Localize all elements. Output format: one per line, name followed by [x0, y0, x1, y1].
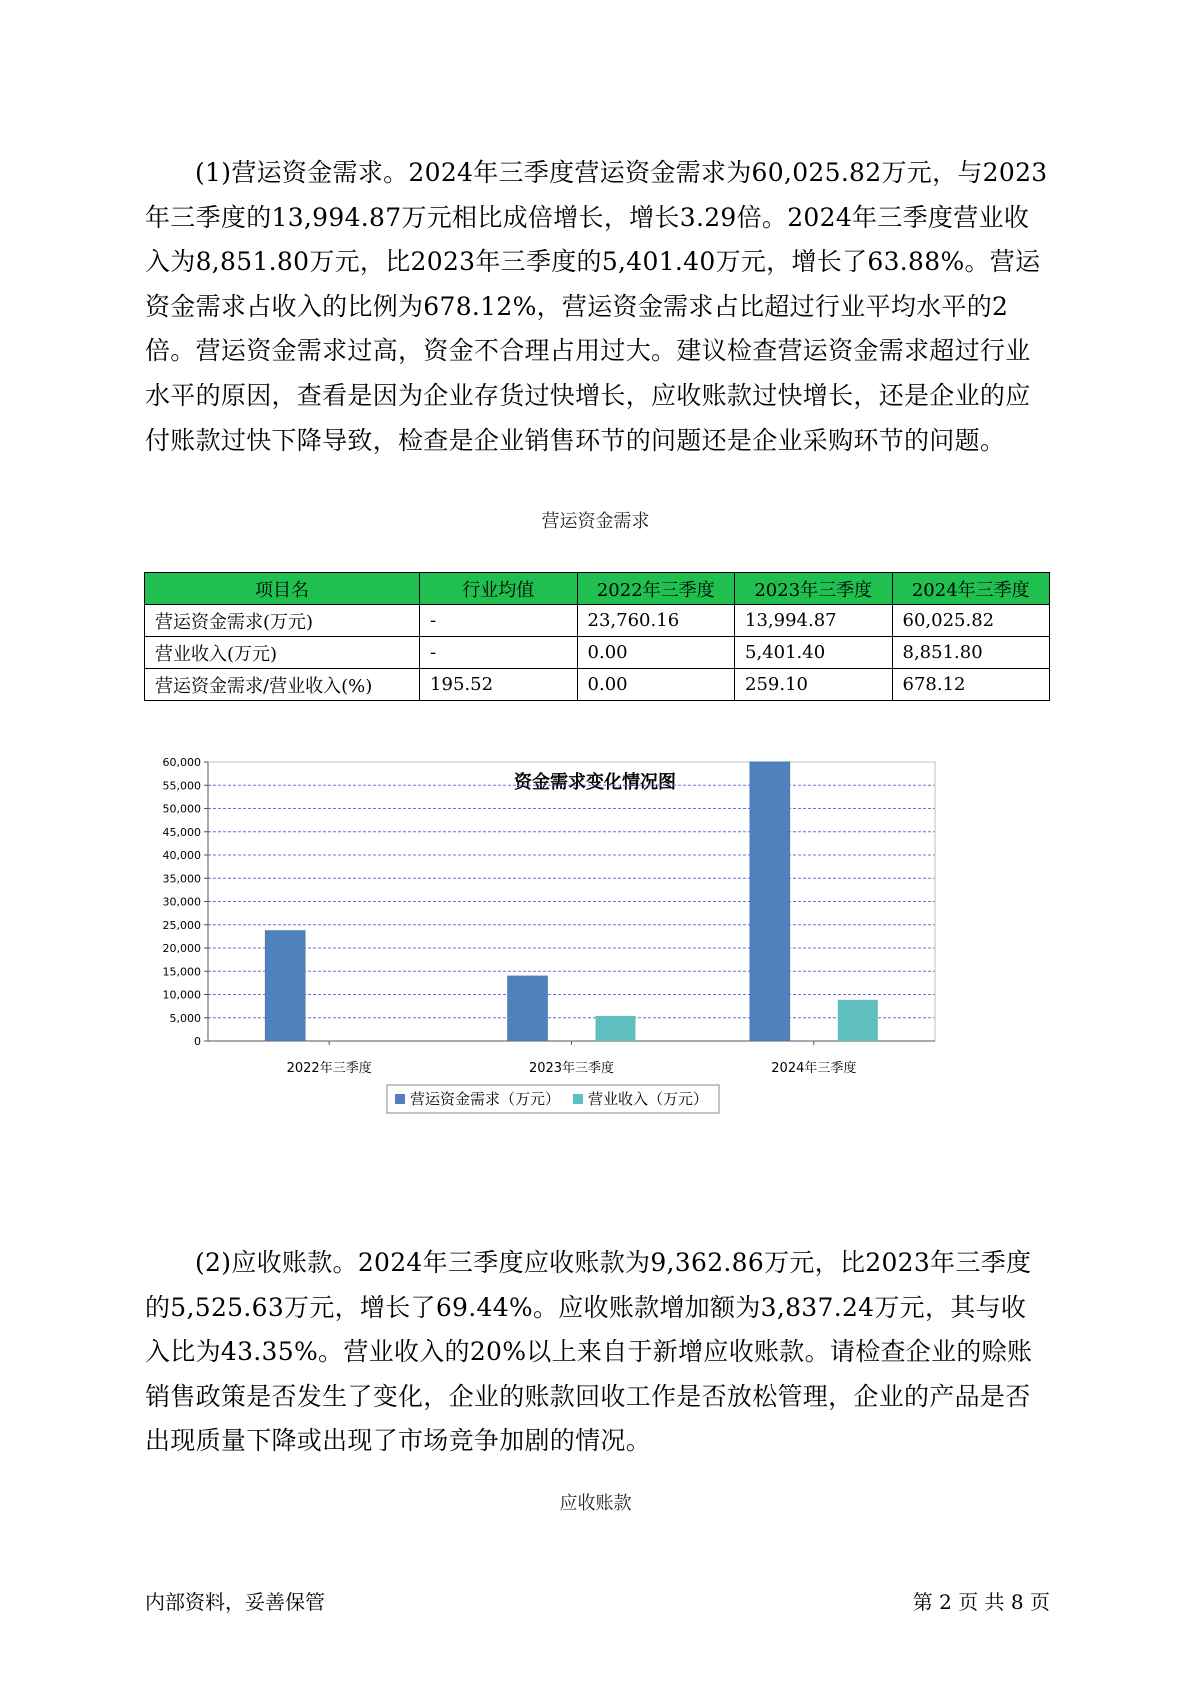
legend-swatch [395, 1094, 405, 1104]
x-category-label: 2024年三季度 [771, 1061, 857, 1076]
y-tick-label: 25,000 [162, 918, 201, 932]
table-cell: 23,760.16 [577, 605, 734, 637]
y-tick-label: 5,000 [169, 1011, 201, 1025]
table-cell: - [420, 637, 577, 669]
paragraph-receivables: (2)应收账款。2024年三季度应收账款为9,362.86万元，比2023年三季度的5,525.63万元，增长了69.44%。应收账款增加额为3,837.24万元，其与收入比为43.35%。营业收入的20%以上来自于新增应收账款。请检查企业的赊账销售政策是否发生了变化，企业的账款回收工作是否放松管理，企业的产品是否出现质量下降或出现了市场竞争加剧的情况。 [145, 1248, 1033, 1456]
header-cell: 2023年三季度 [735, 573, 892, 605]
chart-bars [265, 762, 878, 1041]
table-cell: 678.12 [892, 669, 1050, 701]
table-cell: 5,401.40 [735, 637, 892, 669]
bar-revenue [596, 1016, 636, 1041]
chart-title: 资金需求变化情况图 [514, 772, 676, 793]
table-cell: 60,025.82 [892, 605, 1050, 637]
y-tick-label: 30,000 [162, 895, 201, 909]
table-cell: 0.00 [577, 637, 734, 669]
legend-label: 营业收入（万元） [588, 1090, 709, 1108]
header-cell: 2022年三季度 [577, 573, 734, 605]
table-cell: 8,851.80 [892, 637, 1050, 669]
y-tick-label: 10,000 [162, 988, 201, 1002]
bar-working-capital [750, 762, 790, 1041]
y-tick-label: 50,000 [162, 802, 201, 816]
table-header-row [145, 573, 1050, 605]
table-row [145, 605, 1050, 637]
table-cell: - [420, 605, 577, 637]
y-tick-label: 60,000 [162, 756, 201, 769]
table-row [145, 669, 1050, 701]
working-capital-table [144, 572, 1050, 701]
table-cell: 0.00 [577, 669, 734, 701]
y-tick-label: 0 [194, 1035, 201, 1048]
receivables-caption: 应收账款 [559, 1493, 632, 1514]
header-cell: 行业均值 [420, 573, 577, 605]
y-tick-label: 35,000 [162, 872, 201, 886]
bar-working-capital [265, 931, 305, 1041]
table-cell: 13,994.87 [735, 605, 892, 637]
chart-legend [387, 1085, 719, 1113]
table-cell: 259.10 [735, 669, 892, 701]
table-caption: 营运资金需求 [541, 511, 650, 532]
legend-label: 营运资金需求（万元） [410, 1090, 561, 1108]
footer-page-number: 第 2 页 共 8 页 [912, 1590, 1050, 1614]
y-tick-label: 45,000 [162, 825, 201, 839]
header-cell: 项目名 [145, 573, 420, 605]
legend-swatch [573, 1094, 583, 1104]
funding-demand-bar-chart [155, 755, 1035, 1125]
y-tick-label: 20,000 [162, 942, 201, 955]
bar-working-capital [508, 976, 548, 1041]
x-category-label: 2023年三季度 [528, 1061, 615, 1076]
footer-confidential-note: 内部资料，妥善保管 [145, 1590, 325, 1614]
y-tick-label: 55,000 [162, 779, 201, 793]
y-tick-label: 15,000 [162, 965, 201, 979]
x-category-label: 2022年三季度 [286, 1061, 372, 1076]
bar-revenue [838, 1000, 878, 1041]
table-row [145, 637, 1050, 669]
paragraph-working-capital: (1)营运资金需求。2024年三季度营运资金需求为60,025.82万元，与2023年三季度的13,994.87万元相比成倍增长，增长3.29倍。2024年三季度营业收入为8,851.80万元，比2023年三季度的5,401.40万元，增长了63.88%。营运资金需求占收入的比例为678.12%，营运资金需求占比超过行业平均水平的2倍。营运资金需求过高，资金不合理占用过大。建议检查营运资金需求超过行业水平的原因，查看是因为企业存货过快增长，应收账款过快增长，还是企业的应付账款过快下降导致，检查是企业销售环节的问题还是企业采购环节的问题。 [145, 158, 1048, 455]
y-tick-label: 40,000 [162, 849, 201, 862]
table-cell: 营业收入(万元) [145, 637, 420, 669]
table-cell: 营运资金需求/营业收入(%) [145, 669, 420, 701]
table-cell: 195.52 [420, 669, 577, 701]
chart-gridlines [208, 762, 935, 1018]
table-cell: 营运资金需求(万元) [145, 605, 420, 637]
header-cell: 2024年三季度 [892, 573, 1050, 605]
